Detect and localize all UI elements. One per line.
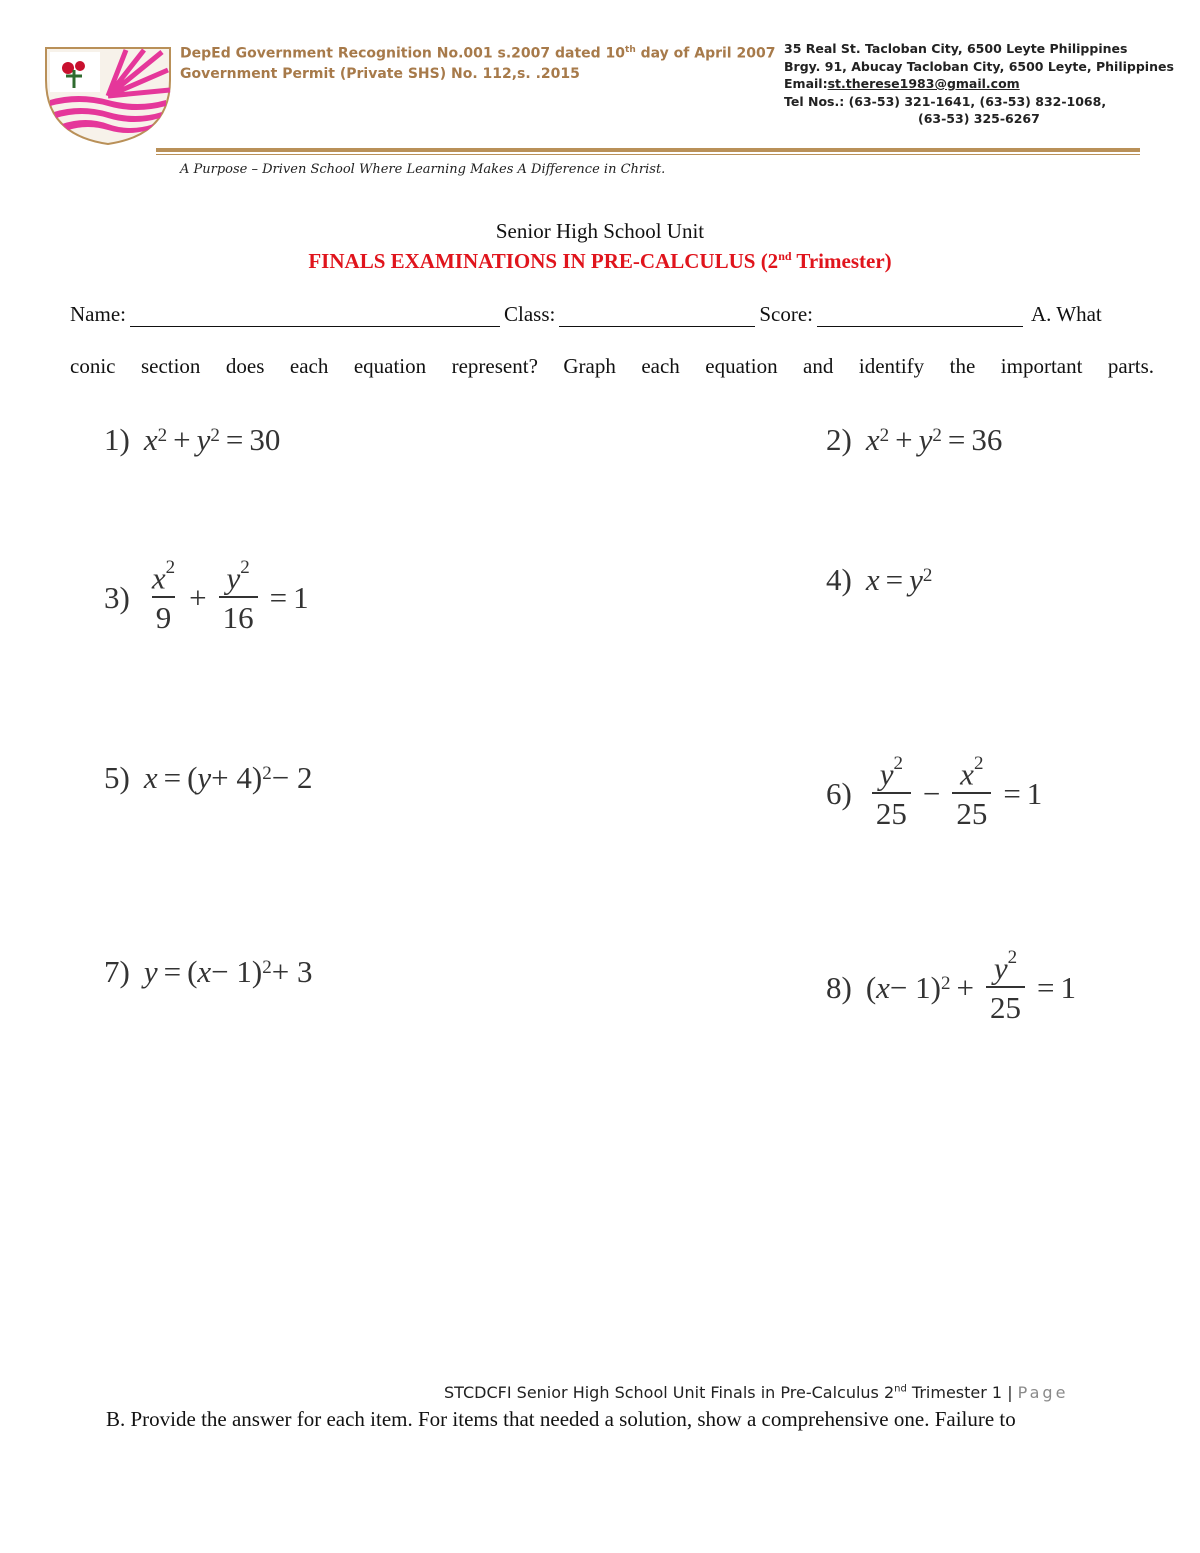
email-line: Email:st.therese1983@gmail.com — [784, 76, 1020, 91]
exam-title: FINALS EXAMINATIONS IN PRE-CALCULUS (2nd Trimester) — [308, 249, 892, 273]
score-label: Score: — [759, 302, 813, 326]
equation-8: 8) ( x − 1) $^2$ + $\frac{y^2}{25}$ = 1 — [826, 947, 1076, 1026]
unit-title: Senior High School Unit — [495, 219, 705, 243]
school-logo — [44, 40, 172, 146]
equation-5: 5) x = ( y + 4) $^2$ − 2 — [104, 760, 313, 795]
address-line-1: 35 Real St. Tacloban City, 6500 Leyte Philippines — [784, 41, 1128, 56]
header-divider-thin — [156, 154, 1140, 155]
equation-4: 4) x = y $^2$ — [826, 562, 933, 597]
name-field[interactable] — [130, 304, 500, 327]
equation-1: 1) x $^2$ + y $^2$ = 30 — [104, 422, 281, 457]
tel-line-2: (63-53) 325-6267 — [918, 111, 1040, 126]
equation-7: 7) y = ( x − 1) $^2$ + 3 — [104, 954, 313, 989]
score-field[interactable] — [817, 304, 1023, 327]
header-permit: Government Permit (Private SHS) No. 112,s. .2015 — [180, 65, 580, 82]
fraction: $\frac{x^2}{9}$ — [151, 557, 176, 636]
header-divider — [156, 148, 1140, 152]
class-field[interactable] — [559, 304, 755, 327]
part-a-label: A. What — [1030, 302, 1102, 326]
fraction: $\frac{y^2}{25}$ — [986, 952, 1025, 1023]
fraction: $\frac{x^2}{25}$ — [952, 758, 991, 829]
page-footer: STCDCFI Senior High School Unit Finals in Pre-Calculus 2nd Trimester 1 | Page — [444, 1383, 1069, 1402]
page-word: Page — [1017, 1383, 1069, 1402]
equation-3: 3) $\frac{x^2}{9}$ + $\frac{y^2}{16}$ = 1 — [104, 557, 309, 636]
header-recognition: DepEd Government Recognition No.001 s.2007 dated 10th day of April 2007 Government Permit (Private SHS) No. 112,s. .2015 — [180, 45, 776, 82]
name-label: Name: — [70, 302, 126, 326]
class-label: Class: — [503, 302, 556, 326]
equation-6: 6) $\frac{y^2}{25}$ − $\frac{x^2}{25}$ = 1 — [826, 753, 1043, 832]
part-a-instructions: conic section does each equation represent? Graph each equation and identify the important parts. — [70, 354, 1154, 378]
fraction: $\frac{y^2}{16}$ — [219, 562, 258, 633]
tel-line-1: Tel Nos.: (63-53) 321-1641, (63-53) 832-1068, — [784, 93, 1107, 109]
student-info-row — [70, 302, 1156, 327]
equation-2: 2) x $^2$ + y $^2$ = 36 — [826, 422, 1003, 457]
school-motto: A Purpose – Driven School Where Learning Makes A Difference in Christ. — [180, 162, 666, 177]
address-line-2: Brgy. 91, Abucay Tacloban City, 6500 Leyte, Philippines — [784, 58, 1174, 74]
part-b-instructions: B. Provide the answer for each item. For items that needed a solution, show a comprehensive one. Failure to — [106, 1407, 1016, 1431]
email-link[interactable]: st.therese1983@gmail.com — [827, 76, 1020, 91]
fraction: $\frac{y^2}{25}$ — [872, 758, 911, 829]
header-contact — [784, 40, 1174, 128]
